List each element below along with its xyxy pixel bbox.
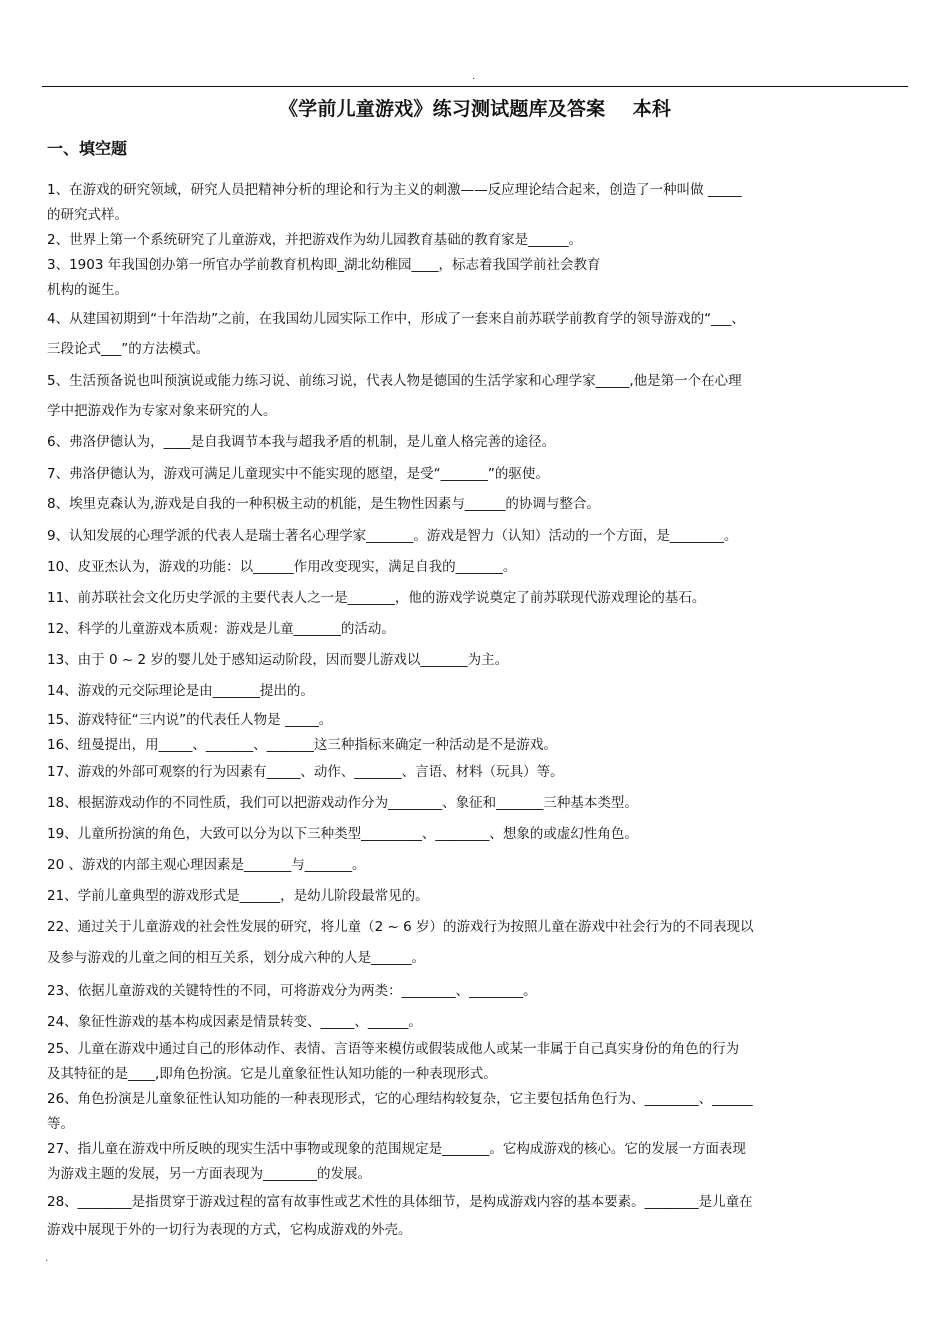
header-mark: . [472,71,476,82]
question-line: 20 、游戏的内部主观心理因素是_______与_______。 [47,857,366,873]
question-line: 为游戏主题的发展，另一方面表现为________的发展。 [47,1166,371,1182]
question-line: 1、在游戏的研究领域，研究人员把精神分析的理论和行为主义的刺激——反应理论结合起来，创造了一种叫做 _____ [47,182,742,198]
question-line: 2、世界上第一个系统研究了儿童游戏，并把游戏作为幼儿园教育基础的教育家是______。 [47,232,583,248]
question-line: 22、通过关于儿童游戏的社会性发展的研究，将儿童（2 ~ 6 岁）的游戏行为按照儿童在游戏中社会行为的不同表现以 [47,919,754,935]
question-line: 学中把游戏作为专家对象来研究的人。 [47,403,277,419]
question-line: 及其特征的是____,即角色扮演。它是儿童象征性认知功能的一种表现形式。 [47,1066,497,1082]
question-line: 3、1903 年我国创办第一所官办学前教育机构即_湖北幼稚园____，标志着我国学前社会教育 [47,257,601,273]
question-line: 7、弗洛伊德认为，游戏可满足儿童现实中不能实现的愿望，是受“_______”的驱使。 [47,466,549,482]
question-line: 11、前苏联社会文化历史学派的主要代表人之一是_______，他的游戏学说奠定了前苏联现代游戏理论的基石。 [47,590,706,606]
question-line: 10、皮亚杰认为，游戏的功能：以______作用改变现实，满足自我的_______。 [47,559,517,575]
question-line: 27、指儿童在游戏中所反映的现实生活中事物或现象的范围规定是_______。它构成游戏的核心。它的发展一方面表现 [47,1141,746,1157]
question-line: 的研究式样。 [47,207,128,223]
question-line: 6、弗洛伊德认为，____是自我调节本我与超我矛盾的机制，是儿童人格完善的途径。 [47,434,556,450]
question-line: 23、依据儿童游戏的关键特性的不同，可将游戏分为两类：________、________。 [47,983,537,999]
question-line: 游戏中展现于外的一切行为表现的方式，它构成游戏的外壳。 [47,1222,412,1238]
question-line: 9、认知发展的心理学派的代表人是瑞士著名心理学家_______。游戏是智力（认知）活动的一个方面，是________。 [47,528,738,544]
header-rule [42,86,908,87]
question-line: 25、儿童在游戏中通过自己的形体动作、表情、言语等来模仿或假装成他人或某一非属于自己真实身份的角色的行为 [47,1041,740,1057]
question-line: 5、生活预备说也叫预演说或能力练习说、前练习说，代表人物是德国的生活学家和心理学家_____,他是第一个在心理 [47,373,742,389]
question-line: 12、科学的儿童游戏本质观：游戏是儿童_______的活动。 [47,621,395,637]
question-line: 26、角色扮演是儿童象征性认知功能的一种表现形式，它的心理结构较复杂，它主要包括角色行为、________、______ [47,1091,753,1107]
question-line: 13、由于 0 ~ 2 岁的婴儿处于感知运动阶段，因而婴儿游戏以_______为主。 [47,652,509,668]
question-line: 19、儿童所扮演的角色，大致可以分为以下三种类型_________、________、想象的或虚幻性角色。 [47,826,638,842]
question-line: 机构的诞生。 [47,282,128,298]
question-line: 三段论式___”的方法模式。 [47,341,210,357]
question-line: 及参与游戏的儿童之间的相互关系，划分成六种的人是______。 [47,950,425,966]
question-line: 8、埃里克森认为,游戏是自我的一种积极主动的机能，是生物性因素与______的协调与整合。 [47,496,600,512]
question-line: 15、游戏特征“三内说”的代表任人物是 _____。 [47,712,333,728]
footer-mark: . [45,1253,49,1264]
question-line: 14、游戏的元交际理论是由_______提出的。 [47,683,314,699]
question-line: 21、学前儿童典型的游戏形式是______，是幼儿阶段最常见的。 [47,888,429,904]
document-title: 《学前儿童游戏》练习测试题库及答案 本科 [278,98,672,120]
section-heading: 一、填空题 [47,139,128,158]
question-line: 17、游戏的外部可观察的行为因素有_____、动作、_______、言语、材料（玩具）等。 [47,764,564,780]
question-line: 16、纽曼提出，用_____、_______、_______这三种指标来确定一种活动是不是游戏。 [47,737,557,753]
question-line: 28、________是指贯穿于游戏过程的富有故事性或艺术性的具体细节，是构成游戏内容的基本要素。________是儿童在 [47,1194,753,1210]
question-line: 18、根据游戏动作的不同性质，我们可以把游戏动作分为________、象征和_______三种基本类型。 [47,795,638,811]
question-line: 24、象征性游戏的基本构成因素是情景转变、_____、______。 [47,1014,422,1030]
question-line: 等。 [47,1116,74,1132]
question-line: 4、从建国初期到“十年浩劫”之前，在我国幼儿园实际工作中，形成了一套来自前苏联学前教育学的领导游戏的“___、 [47,311,745,327]
